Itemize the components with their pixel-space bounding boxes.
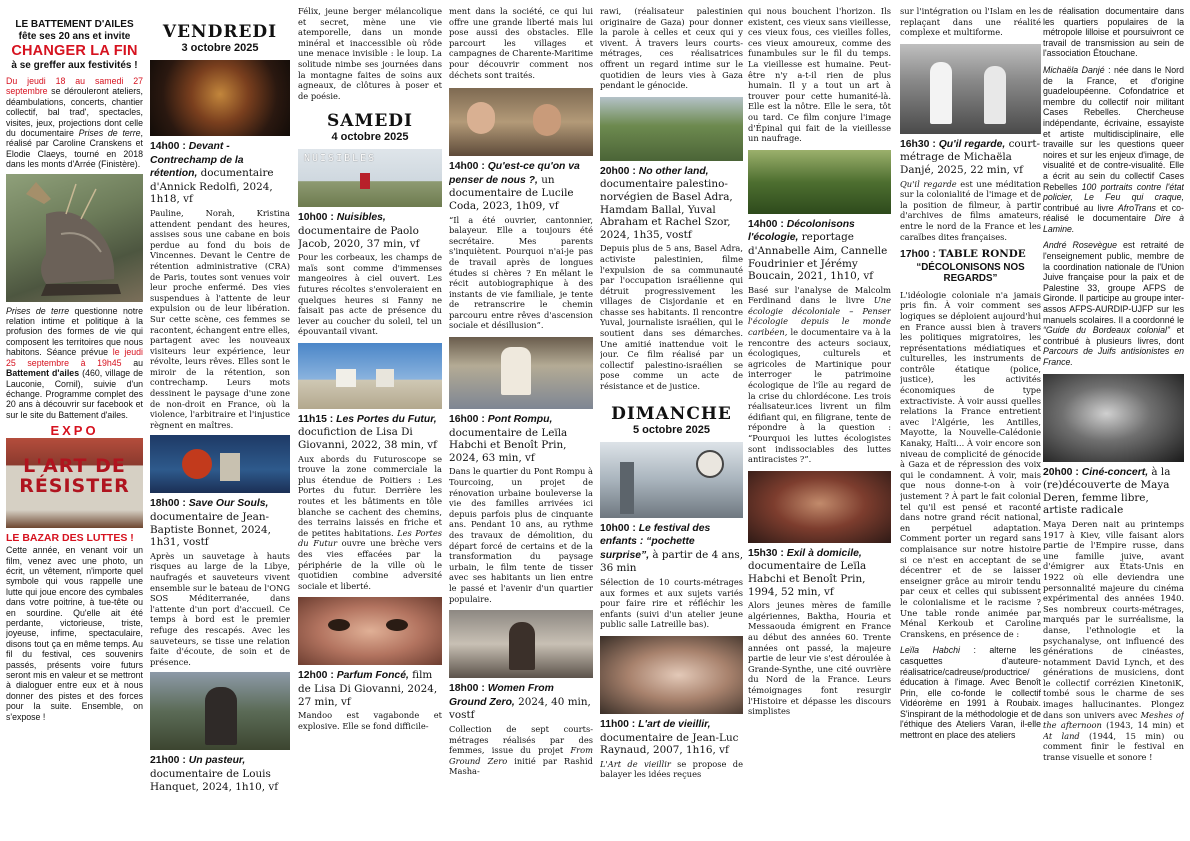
photo-un-pasteur (150, 672, 290, 750)
intro-text: Du jeudi 18 au samedi 27 septembre se dérouleront ateliers, déambulations, concerts, chantier collectif, bal trad', spectacles, visites, jeux, projections dont celle du documentaire Prises de terre, réalisé par Caroline Cranskens et Elodie Claeys, tourné en 2018 dans les monts d'Arrée (Finistère). (6, 76, 143, 170)
film-heading: 14h00 : Décolonisons l'écologie, reportage d'Annabelle Aim, Cannelle Foudrinier et Jérémy Boucain, 2021, 1h10, vf (748, 218, 888, 283)
speaker-leila: Leïla Habchi : alterne les casquettes d'auteure-réalisatrice/cadreuse/productrice/éducation à l'image. Avec Benoît Prin, elle co-fonde le collectif Vidéorème en 1991 à Roubaix. S'inspirant de la méthodologie et de l'éthique des Ateliers Varan, il-elle mettront en place des ateliers (900, 645, 1041, 741)
prises-de-terre-text: Prises de terre questionne notre relation intime et politique à la profusion des formes de vie qui composent les territoires que nous habitons. Séance prévue le jeudi 25 septembre à 19h45 au Battement d'ailes (460, village de Lauconie, Cornil), suivie d'un échange. Programme complet des 20 ans à découvrir sur facebook et sur le site du Battement d'ailes. (6, 305, 143, 420)
film-heading: 16h00 : Pont Rompu, documentaire de Leïla Habchi et Benoît Prin, 2024, 63 min, vf (449, 414, 568, 464)
photo-save-our-souls (150, 435, 290, 493)
speaker-michaela: Michaëla Danjé : née dans le Nord de la France, et d'origine guadeloupéenne. Cofondatrice et membre du collectif noir militant Cases Rebelles. Chercheuse indépendante, écrivaine, essayiste et artiste multidisciplinaire, elle travaille sur les questions queer noires et sur les enjeux d'image, de visualité et de contre-visualité. Elle a écrit au sein du collectif Cases Rebelles 100 portraits contre l'état policier, Le Feu qui craque, contribué au livre AfroTrans et co-réalisé le documentaire Dire à Lamine. (1043, 64, 1184, 234)
film-description: Collection de sept courts-métrages réalisés par des femmes, issue du projet From Ground Zero initié par Rashid Masha- (449, 723, 593, 777)
photo-nuisibles (298, 149, 442, 207)
film-heading: 10h00 : Le festival des enfants : “pochette surprise”, à partir de 4 ans, 36 min (600, 522, 743, 575)
anniv-line2: fête ses 20 ans et invite (18, 31, 131, 42)
photo-lart-de-vieillir (600, 636, 743, 714)
expo-banner-line2: RÉSISTER (19, 475, 130, 498)
column-dimanche (600, 0, 743, 841)
column-speakers (1043, 0, 1184, 841)
film-heading: 14h00 : Devant - Contrechamp de la rétention, documentaire d'Annick Redolfi, 2024, 1h18, vf (150, 141, 274, 206)
day-date: 3 octobre 2025 (181, 42, 259, 54)
continued-text: rawi, (réalisateur palestinien originaire de Gaza) pour donner la parole à celles et ceux qui y vivent. À travers leurs courts-métrages, ces réalisatrices offrent un regard intime sur le quotidien de leurs vies à Gaza pendant le génocide. (600, 6, 743, 91)
speaker-andre: André Rosevègue est retraité de l'enseignement public, membre de la coordination nationale de l'Union Juive française pour la paix et de Palestine 33, groupe AFPS de Gironde. Il participe au groupe inter-assos AFPS-AURDIP-UJFP sur les manuels scolaires. Il a coordonné le “Guide du Bordeaux colonial” et contribué à plusieurs livres, dont Parcours de Juifs antisionistes en France. (1043, 240, 1184, 367)
day-heading: SAMEDI (327, 111, 413, 132)
film-heading: 20h00 : No other land, documentaire palestino-norvégien de Basel Adra, Hamdam Ballal, Yuval Abraham et Rachel Szor, 2024, 1h35, vostf (600, 165, 733, 241)
table-ronde-subtitle: “DÉCOLONISONS NOS REGARDS” (916, 261, 1025, 284)
anniv-changer-la-fin: CHANGER LA FIN (11, 43, 138, 59)
film-heading: 11h15 : Les Portes du Futur, docufiction de Lisa Di Giovanni, 2022, 38 min, vf (298, 413, 438, 452)
column-samedi-cont (449, 0, 593, 841)
film-description: Après un sauvetage à hauts risques au large de la Libye, naufragés et sauveteurs vivent ensemble sur le bateau de l'ONG SOS Méditerranée, dans l'attente d'un port d'accueil. Ce temps à bord est le premier refuge des rescapés. Avec les sauveteurs, se tisse une relation faite d'écoute, de soin et de présence. (150, 550, 290, 667)
film-heading: 11h00 : L'art de vieillir, documentaire de Jean-Luc Raynaud, 2007, 1h16, vf (600, 718, 739, 757)
column-table-ronde (900, 0, 1041, 841)
table-ronde-heading: 17h00 : TABLE RONDE (900, 248, 1026, 261)
film-heading: 16h30 : Qu'il regarde, court-métrage de Michaëla Danjé, 2025, 22 min, vf (900, 137, 1041, 176)
continued-text: qui nous bouchent l'horizon. Ils existent, ces vieux sans vieillesse, ces vieux fous, ces vieilles folles, ces vieux amoureux, comme des funambules sur le fil du temps. La vieillesse est humaine. Peut-être n'y a-t-il rien de plus humain. Il y a tout un art à trouver pour cette humanité-là. Elle est la nôtre. Elle le sera, tôt ou tard. Ce film conjure l'image d'Épinal qui fait de la vieillesse un naufrage. (748, 6, 891, 144)
boot-icon (6, 174, 143, 302)
day-heading: VENDREDI (162, 22, 278, 42)
continued-text: de réalisation documentaire dans les quartiers populaires de la métropole lilloise et poursuivront ce travail de transmission au sein de l'association Étouchane. (1043, 6, 1184, 59)
film-description: Pour les corbeaux, les champs de maïs sont comme d'immenses mangeoires à ciel ouvert. Les futures récoltes s'envoleraient en quelques heures si Fanny ne faisait pas acte de présence du lever au coucher du soleil, tel un épouvantail vivant. (298, 252, 442, 337)
photo-quil-regarde (900, 44, 1041, 134)
film-description: Qu'il regarde est une méditation sur la colonialité de l'image et de la position de filmeur, à partir d'archives de films amateurs, entre le nord de la France et les caraïbes dites françaises. (900, 178, 1041, 242)
anniv-line3: à se greffer aux festivités ! (11, 60, 138, 71)
film-description: Dans le quartier du Pont Rompu à Tourcoing, un projet de rénovation urbaine bouleverse la vie des familles arrivées ici depuis parfois plus de cinquante ans. Pendant 10 ans, au rythme des travaux de démolition, du départ forcé de certains et de la transformation du paysage urbain, le film tente de tisser avec ses habitants un lien entre le passé et l'avenir d'un quartier populaire. (449, 466, 593, 604)
photo-women-from-ground-zero (449, 610, 593, 678)
column-dimanche-cont (748, 0, 891, 841)
photo-no-other-land (600, 97, 743, 161)
day-date: 4 octobre 2025 (331, 131, 409, 144)
film-description: Sélection de 10 courts-métrages aux formes et aux sujets variés pour faire rire et réfléchir les enfants (suivi d'un atelier jeune public salle Latreille bas). (600, 577, 743, 630)
film-heading: 15h30 : Exil à domicile, documentaire de Leïla Habchi et Benoît Prin, 1994, 52 min, vf (748, 547, 867, 598)
photo-quest-ce-quon-va-penser (449, 88, 593, 156)
film-description: Alors jeunes mères de famille algériennes, Baktha, Houria et Messaouda émigrent en France au début des années 60. Trente années ont passé, la majeure partie de leur vie s'est déroulée à Grande-Synthe, une cité ouvrière du Nord de la France. Leurs témoignages font resurgir l'Histoire et dépasse les discours simplistes (748, 600, 891, 717)
continued-text: Félix, jeune berger mélancolique et secret, mène une vie atemporelle, dans un monde minéral et inaccessible où rôde une menace invisible : le loup. La solitude nimbe ses journées dans la montagne faites de soins aux agneaux, de clôtures à poser et de poésie. (298, 6, 442, 101)
day-date: 5 octobre 2025 (632, 423, 711, 436)
film-heading: 18h00 : Save Our Souls, documentaire de Jean-Baptiste Bonnet, 2024, 1h31, vostf (150, 498, 271, 549)
column-intro (6, 0, 143, 841)
photo-parfum-fonce (298, 597, 442, 665)
film-heading: 12h00 : Parfum Foncé, film de Lisa Di Giovanni, 2024, 27 min, vf (298, 669, 438, 708)
photo-exil-a-domicile (748, 471, 891, 543)
film-description: Mandoo est vagabonde et explosive. Elle se fond difficile- (298, 710, 442, 731)
film-heading: 20h00 : Ciné-concert, à la (re)découverte de Maya Deren, femme libre, artiste radicale (1043, 465, 1171, 517)
expo-banner-photo (6, 438, 143, 528)
continued-text: sur l'intégration ou l'Islam en les replaçant dans une réalité complexe et multiforme. (900, 6, 1041, 38)
expo-label: EXPO (50, 423, 99, 439)
film-heading: 18h00 : Women From Ground Zero, 2024, 40 min, vostf (449, 683, 591, 722)
film-heading: 14h00 : Qu'est-ce qu'on va penser de nous ?, un documentaire de Lucile Coda, 2023, 1h09, vf (449, 161, 580, 212)
anniv-line1: LE BATTEMENT D'AILES (15, 19, 134, 30)
column-samedi (298, 0, 442, 841)
film-description: Depuis plus de 5 ans, Basel Adra, activiste palestinien, filme l'expulsion de sa communauté par l'occupation israélienne qui détruit progressivement les villages de Cisjordanie et en chasse ses habitants. Il rencontre Yuval, journaliste israélien, qui le soutient dans ses démarches. Une amitié inattendue voit le jour. Ce film réalisé par un collectif palestino-israélien se pose comme un acte de résistance et de justice. (600, 243, 743, 392)
photo-maya-deren (1043, 374, 1184, 462)
nuisibles-title-art: NUISIBLES (304, 153, 377, 165)
bazar-text: Cette année, en venant voir un film, venez avec une photo, un écrit, un vêtement, n'importe quel symbole qui vous rappelle une lutte qui joue encore des cymbales dans votre poitrine, à tue-tête ou en sourdine. Qu'elle ait été perdante, victorieuse, triste, joyeuse, infime, spectaculaire, disons tout ça en même temps. Au fil du festival, ces souvenirs passés, présents voire futurs seront mis en valeur et se mettront à dialoguer entre eux et à nous donner des pistes et des forces pour la suite. Ensemble, on s'expose ! (6, 545, 143, 722)
film-heading: 10h00 : Nuisibles, documentaire de Paolo Jacob, 2020, 37 min, vf (298, 212, 420, 250)
film-description: Basé sur l'analyse de Malcolm Ferdinand dans le livre Une écologie décoloniale – Penser l'écologie depuis le monde caribéen, le documentaire va à la rencontre des acteurs sociaux, écologiques, culturels et agricoles de Martinique pour interroger le patrimoine écologique de l'île au regard de la crise du chlordécone. Les trois réalisateur.ices livrent un film édifiant qui, en filigrane, tente de répondre à la question : “Pourquoi les luttes écologistes sont indissociables des luttes antiracistes ?”. (748, 284, 891, 465)
film-description: Pauline, Norah, Kristina attendent pendant des heures, assises sous une cabane en bois perdue au fond du bois de Vincennes. Devant le Centre de rétention administrative (CRA) de Paris, toutes sont venues voir leur proche enfermé. Des vies suspendues à l'attente de leur expulsion ou de leur libération. Sur cette scène, ces femmes se racontent, échangent entre elles, partagent avec les nouveaux visiteurs leur expérience, leur révolte, leurs rêves. Elles sont le miroir de la rétention, son contrechamp. Leurs mots dessinent le paysage d'une zone de non-droit en France, où la violence, l'arbitraire et l'injustice règnent en maîtres. (150, 207, 290, 430)
photo-devant (150, 60, 290, 136)
expo-banner-line1: L'ART DE (23, 455, 126, 478)
photo-portes-du-futur (298, 343, 442, 409)
photo-pont-rompu (449, 337, 593, 409)
continued-text: ment dans la société, ce qui lui offre une grande liberté mais lui pose aussi des obstacles. Elle parcourt les villages et campagnes de Charente-Maritime pour découvrir comment nos déchets sont traités. (449, 6, 593, 80)
film-heading: 21h00 : Un pasteur, documentaire de Louis Hanquet, 2024, 1h10, vf (150, 755, 279, 793)
column-vendredi (150, 0, 290, 841)
film-description: Aux abords du Futuroscope se trouve la zone commerciale la plus étendue de Poitiers : Les Portes du futur. Derrière les routes et les bâtiments en tôle blanche se cachent des chemins, des terrains laissés en friche et de petites habitations. Les Portes du Futur ouvre une brèche vers des vies effacées par la périphérie de la ville où le quotidien combine adversité sociale et liberté. (298, 453, 442, 591)
day-heading: DIMANCHE (611, 403, 732, 424)
bazar-title: LE BAZAR DES LUTTES ! (6, 532, 134, 545)
table-ronde-text: L'idéologie coloniale n'a jamais pris fin. À voir comment ses logiques se déploient aujourd'hui en France aussi bien à travers les politiques migratoires, les représentations médiatiques et culturelles, les instruments de contrôle étatique (police, justice), les activités économiques de type extractiviste. À voir aussi quelles relations la France entretient avec l'Algérie, les Antilles, Mayotte, la Nouvelle-Calédonie Kanaky, Haïti... À voir encore son niveau de complicité de génocide à Gaza et de répression des voix qui le condamnent. À voir, mais que nous donne-t-on à voir justement ? À part le fait colonial tel qu'il est pensé et raconté dans notre grand récit national, en perpétuel adaptation. Comment porter un regard sans complaisance sur notre histoire si ce n'est en acceptant de se décentrer et de se laisser enseigner grâce au miroir tendu par ceux et celles qui subissent le colonialisme et le racisme ? Une table ronde animée par Ménal Kerkoub et Caroline Cranskens, en présence de : (900, 289, 1041, 639)
film-description: Maya Deren nait au printemps 1917 à Kiev, ville faisant alors partie de l'Empire russe, dans une famille juive, avant d'émigrer aux États-Unis en 1922 où elle deviendra une personnalité majeure du cinéma expérimental des années 1940. Ses nombreux courts-métrages, marqués par le surréalisme, la danse, l'ethnologie et la psychanalyse, ont influencé des générations de cinéastes, notamment David Lynch, et des générations de musiciens, dont le collectif corrézien KinetoniK, tombé sous le charme de ses images hallucinantes. Plongez dans son univers avec Meshes of the afternoon (1943, 14 min) et At land (1944, 15 min) ou comment finir le festival en transe visuelle et sonore ! (1043, 518, 1184, 763)
photo-decolonisons-lecologie (748, 150, 891, 214)
film-description: “Il a été ouvrier, cantonnier, balayeur. Elle a toujours été secrétaire. Mes parents s'inquiètent. Pourquoi n'ai-je pas de travail après de longues études si chères ? En mêlant le récit autobiographique à des instants de vie familiale, je tente de retranscrire le chemin parcouru entre rêves d'ascension sociale et désillusion”. (449, 214, 593, 331)
photo-boot-roots (6, 174, 143, 302)
film-description: L'Art de vieillir se propose de balayer les idées reçues (600, 758, 743, 780)
photo-festival-des-enfants (600, 442, 743, 518)
